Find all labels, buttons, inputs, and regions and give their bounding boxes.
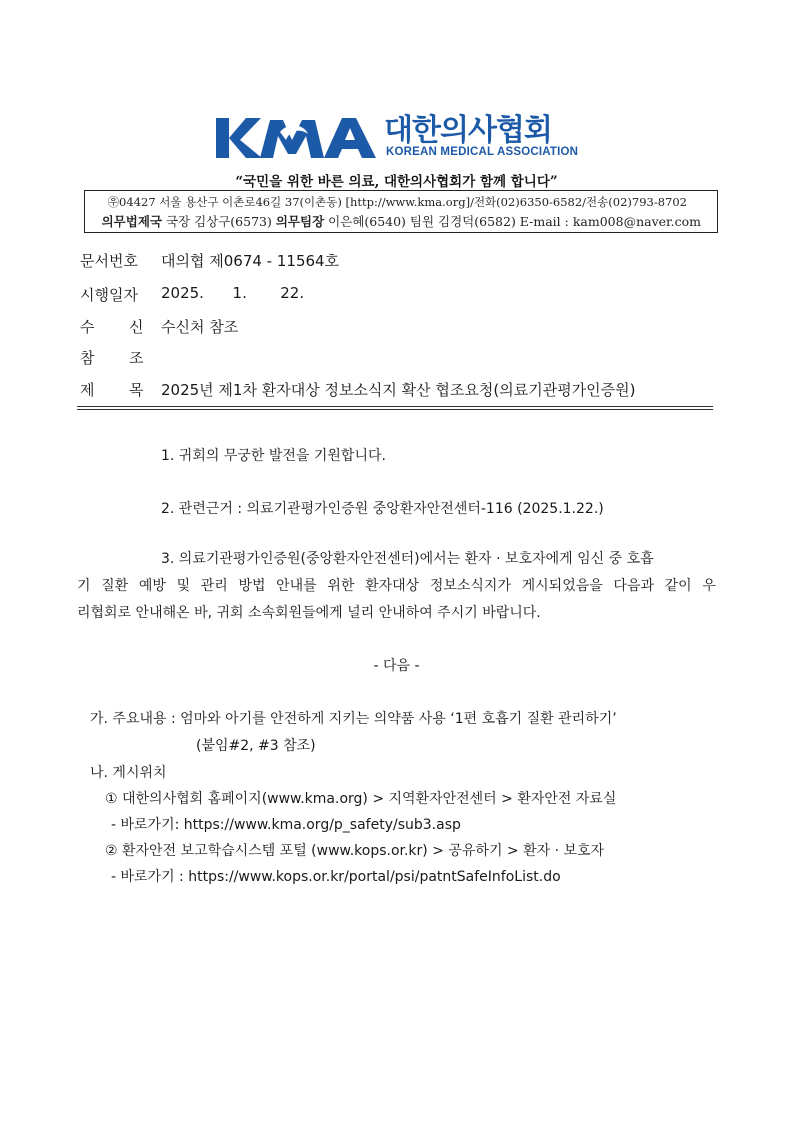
date-label: 시행일자 bbox=[80, 286, 138, 304]
location-1: ① 대한의사협회 홈페이지(www.kma.org) > 지역환자안전센터 > 환자안전 자료실 bbox=[105, 791, 617, 807]
item-ga: 가. 주요내용 : 엄마와 아기를 안전하게 지키는 의약품 사용 ‘1편 호흡기 질환 관리하기’ bbox=[90, 711, 617, 727]
reference-label-1: 참 bbox=[80, 349, 95, 367]
paragraph-3-line-2 bbox=[77, 575, 716, 595]
paragraph-3-line-1: 3. 의료기관평가인증원(중앙환자안전센터)에서는 환자 · 보호자에게 임신 중 호흡 bbox=[161, 551, 654, 567]
contact-dept1: 의무법제국 bbox=[101, 214, 162, 229]
p3-word: 및 bbox=[176, 578, 191, 594]
p3-word: 안내를 bbox=[276, 578, 317, 594]
org-name-english: KOREAN MEDICAL ASSOCIATION bbox=[386, 146, 579, 158]
contact-dept2-detail: 이은혜(6540) 팀원 김경덕(6582) E-mail : kam008@naver.com bbox=[324, 214, 701, 229]
contact-box bbox=[84, 190, 718, 233]
contact-address: ㉾04427 서울 용산구 이촌로46길 37(이촌동) [http://www.kma.org]/전화(02)6350-6582/전송(02)793-8702 bbox=[107, 195, 687, 209]
p3-word: 같이 bbox=[664, 578, 692, 594]
recipient-label-2: 신 bbox=[129, 318, 144, 336]
doc-number-value: 대의협 제0674 - 11564호 bbox=[161, 252, 340, 270]
p3-word: 질환 bbox=[101, 578, 129, 594]
paragraph-3-line-3: 리협회로 안내해온 바, 귀회 소속회원들에게 널리 안내하여 주시기 바랍니다. bbox=[77, 605, 541, 621]
contact-dept2: 의무팀장 bbox=[275, 214, 325, 229]
item-ga-continued: (붙임#2, #3 참조) bbox=[196, 738, 316, 754]
p3-word: 우 bbox=[702, 578, 716, 594]
recipient-value: 수신처 참조 bbox=[161, 318, 239, 336]
location-1-link[interactable]: - 바로가기: https://www.kma.org/p_safety/sub3.asp bbox=[111, 817, 461, 833]
slogan: “국민을 위한 바른 의료, 대한의사협회가 함께 합니다” bbox=[235, 174, 558, 190]
location-2-link[interactable]: - 바로가기 : https://www.kops.or.kr/portal/psi/patntSafeInfoList.do bbox=[111, 869, 561, 885]
paragraph-1: 1. 귀회의 무궁한 발전을 기원합니다. bbox=[161, 448, 386, 464]
contact-staff bbox=[85, 212, 719, 230]
paragraph-2: 2. 관련근거 : 의료기관평가인증원 중앙환자안전센터-116 (2025.1.22.) bbox=[161, 501, 604, 517]
item-na: 나. 게시위치 bbox=[90, 765, 167, 781]
location-2: ② 환자안전 보고학습시스템 포털 (www.kops.or.kr) > 공유하기 > 환자 · 보호자 bbox=[105, 843, 605, 859]
kma-logo-mark bbox=[216, 114, 382, 162]
reference-label-2: 조 bbox=[129, 349, 144, 367]
p3-word: 관리 bbox=[200, 578, 228, 594]
contact-dept1-detail: 국장 김상구(6573) bbox=[161, 214, 276, 229]
header-divider-thick bbox=[77, 406, 713, 407]
p3-word: 예방 bbox=[138, 578, 166, 594]
p3-word: 게시되었음을 bbox=[521, 578, 603, 594]
subject-label-2: 목 bbox=[129, 381, 144, 399]
org-name-korean: 대한의사협회 bbox=[384, 113, 552, 148]
p3-word: 위한 bbox=[327, 578, 355, 594]
p3-word: 환자대상 bbox=[365, 578, 420, 594]
p3-word: 정보소식지가 bbox=[429, 578, 511, 594]
subject-label-1: 제 bbox=[80, 381, 95, 399]
date-value: 2025. 1. 22. bbox=[161, 284, 305, 302]
subject-value: 2025년 제1차 환자대상 정보소식지 확산 협조요청(의료기관평가인증원) bbox=[161, 381, 636, 399]
recipient-label-1: 수 bbox=[80, 318, 95, 336]
next-heading: - 다음 - bbox=[373, 658, 420, 674]
p3-word: 다음과 bbox=[613, 578, 654, 594]
p3-word: 방법 bbox=[238, 578, 266, 594]
p3-word: 기 bbox=[77, 578, 91, 594]
header-divider-thin bbox=[77, 409, 713, 410]
doc-number-label: 문서번호 bbox=[80, 252, 138, 270]
